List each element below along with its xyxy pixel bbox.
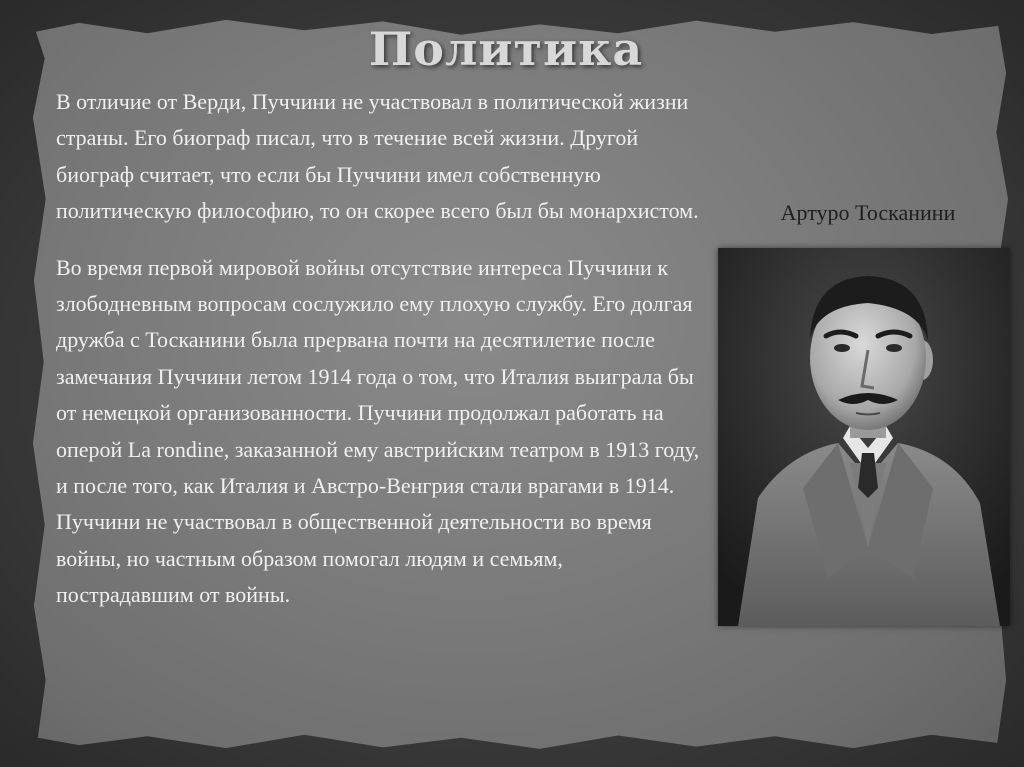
paragraph-1: В отличие от Верди, Пуччини не участвовал в политической жизни страны. Его биограф писал, что в течение всей жизни. Другой биограф считает, что если бы Пуччини имел собственную политическую философию, то он скорее всего был бы монархистом. [56, 89, 699, 224]
portrait-caption: Артуро Тосканини [780, 200, 956, 225]
portrait-illustration [718, 248, 1010, 626]
slide-title: Политика [368, 22, 644, 76]
portrait-photo [718, 248, 1010, 626]
body-text [56, 84, 706, 634]
paragraph-2: Во время первой мировой войны отсутствие интереса Пуччини к злободневным вопросам сослужило ему плохую службу. Его долгая дружба с Тосканини была прервана почти на десятилетие после замечания Пуччини летом 1914 года о том, что Италия выиграла бы от немецкой организованности. Пуччини продолжал работать на оперой La rondine, заказанной ему австрийским театром в 1913 году, и после того, как Италия и Австро-Венгрия стали врагами в 1914. Пуччини не участвовал в общественной деятельности во время войны, но частным образом помогал людям и семьям, пострадавшим от войны. [56, 254, 700, 608]
